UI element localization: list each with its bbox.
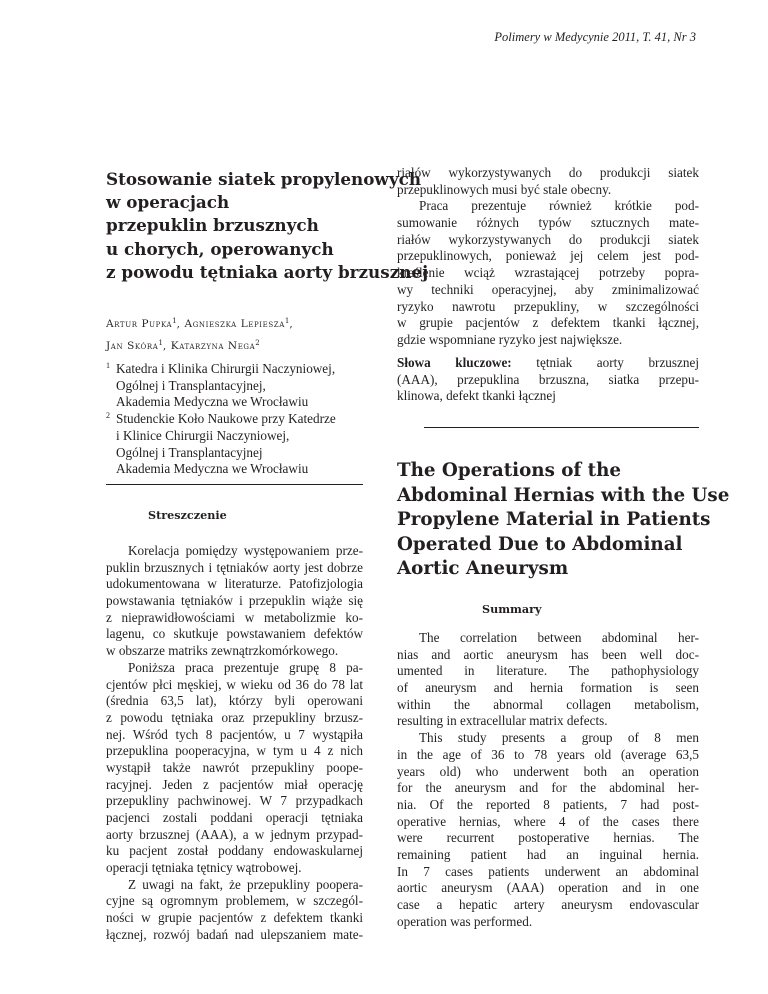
- text-line: were recurrent postoperative hernias. The: [397, 830, 699, 846]
- text-line: riałów wykorzystywanych do produkcji siatek: [397, 231, 699, 247]
- polish-title: [106, 168, 429, 284]
- text-line: ku pacjent został poddany endowaskularnej: [106, 843, 363, 859]
- text-line: wy techniki operacyjnej, aby zminimalizować: [397, 281, 699, 297]
- text-line: nias and aortic aneurysm has been well doc-: [397, 646, 699, 662]
- text-line: gdzie wspomniane ryzyko jest największe.: [397, 331, 623, 347]
- text-line: operation was performed.: [397, 913, 533, 929]
- text-line: cjentów płci męskiej, w wieku od 36 do 78 lat: [106, 676, 363, 692]
- author-name: Katarzyna Nega: [170, 339, 256, 352]
- abstract-polish: [106, 543, 363, 944]
- affiliation-line: Studenckie Koło Naukowe przy Katedrze: [116, 411, 336, 427]
- title-line: Stosowanie siatek propylenowych: [106, 169, 422, 189]
- affiliation-line: Akademia Medyczna we Wrocławiu: [116, 394, 309, 410]
- text-line: Praca prezentuje również krótkie pod-: [419, 198, 699, 214]
- text-line: przepuklinowych musi być stale obecny.: [397, 181, 612, 197]
- title-line: przepuklin brzusznych: [106, 215, 319, 236]
- text-line: przepuklinowych, ponieważ jej celem jest pod-: [397, 248, 699, 264]
- title-line: The Operations of the: [397, 460, 622, 481]
- affiliation-ref: 1: [284, 317, 290, 325]
- text-line: z nieprawidłowościami w metabolizmie ko-: [106, 609, 363, 625]
- text-line: (średnia 63,5 lat), którzy byli operowani: [106, 693, 363, 709]
- text-line: wystąpił także nawrót przepukliny poope-: [106, 759, 363, 775]
- divider: [106, 484, 363, 485]
- running-head: Polimery w Medycynie 2011, T. 41, Nr 3: [494, 30, 696, 44]
- text-line: riałów wykorzystywanych do produkcji siatek: [397, 165, 699, 180]
- text-line: aortic aneurysm (AAA) operation and in one: [397, 880, 699, 896]
- affiliation-line: Ogólnej i Transplantacyjnej: [116, 444, 263, 460]
- abstract-english: [397, 630, 699, 930]
- title-line: Abdominal Hernias with the Use: [397, 484, 730, 506]
- text-line: przepuklina pooperacyjna, w tym u 4 z nich: [106, 743, 363, 759]
- title-line: Propylene Material in Patients: [397, 509, 711, 531]
- summary-heading: Summary: [482, 602, 542, 616]
- affiliation-line: Akademia Medyczna we Wrocławiu: [116, 461, 309, 477]
- keywords-label: Słowa kluczowe:: [397, 355, 512, 370]
- text-line: powstawania tętniaków i przepuklin wiąże się: [106, 593, 363, 609]
- keywords: [397, 355, 699, 405]
- affiliation-number: 2: [106, 411, 110, 421]
- author-line: Artur Pupka$^1$, Agnieszka Lepiesza$^1$,: [106, 317, 294, 330]
- author-name: Jan Skóra: [106, 339, 159, 352]
- keywords-text: tętniak aorty brzusznej: [536, 355, 699, 370]
- text-line: aorty brzusznej (AAA), a w jednym przypad-: [106, 826, 363, 842]
- affiliation-line: Katedra i Klinika Chirurgii Naczyniowej,: [116, 361, 336, 376]
- divider: [424, 427, 699, 428]
- text-line: sumowanie różnych typów sztucznych mate-: [397, 215, 699, 231]
- text-line: ności w grupie pacjentów z defektem tkanki: [106, 910, 363, 926]
- author-name: Artur Pupka: [106, 318, 173, 330]
- text-line: łącznej, rozwój badań nad ulepszaniem mate-: [106, 926, 363, 942]
- author-name: Agnieszka Lepiesza: [184, 318, 285, 330]
- affiliation: [106, 411, 366, 478]
- text-line: nia. Of the reported 8 patients, 7 had post-: [397, 796, 699, 812]
- text-line: The correlation between abdominal her-: [419, 630, 699, 645]
- text-line: In 7 cases patients underwent an abdominal: [397, 863, 699, 879]
- english-title: [397, 459, 730, 582]
- text-line: operative hernias, where 4 of the cases there: [397, 813, 699, 829]
- text-line: przepukliny pachwinowej. W 7 przypadkach: [106, 793, 363, 809]
- title-line: Operated Due to Abdominal: [397, 533, 683, 555]
- text-line: Korelacja pomiędzy występowaniem prze-: [128, 543, 363, 558]
- affiliation-number: 1: [106, 361, 110, 370]
- text-line: udokumentowana w literaturze. Patofizjologia: [106, 576, 363, 592]
- text-line: operacji tętniaka tętnicy wątrobowej.: [106, 860, 302, 876]
- text-line: of aneurysm and hernia formation is seen: [397, 680, 699, 696]
- text-line: cyjne są ogromnym problemem, w szczegól-: [106, 893, 363, 909]
- text-line: racyjnej. Jeden z pacjentów miał operację: [106, 776, 363, 792]
- text-line: w grupie pacjentów z defektem tkanki łącznej,: [397, 315, 699, 331]
- keywords-line: [397, 355, 699, 372]
- abstract-polish-continued: [397, 165, 699, 349]
- text-line: w obszarze matriks zewnątrzkomórkowego.: [106, 643, 339, 659]
- text-line: This study presents a group of 8 men: [419, 730, 699, 746]
- title-line: z powodu tętniaka aorty brzusznej: [106, 261, 429, 282]
- text-line: Poniższa praca prezentuje grupę 8 pa-: [128, 659, 363, 675]
- text-line: kreślenie wciąż wzrastającej potrzeby popra-: [397, 265, 699, 281]
- affiliation-line: i Klinice Chirurgii Naczyniowej,: [116, 427, 290, 443]
- text-line: puklin brzusznych i tętniaków aorty jest dobrze: [106, 559, 363, 575]
- title-line: u chorych, operowanych: [106, 238, 334, 259]
- text-line: remaining patient had an inguinal hernia.: [397, 846, 699, 862]
- affiliation-ref: 2: [255, 338, 260, 347]
- title-line: Aortic Aneurysm: [397, 558, 569, 580]
- text-line: for the aneurysm and for the abdominal her-: [397, 780, 699, 796]
- text-line: nej. Wśród tych 8 pacjentów, u 7 wystąpiła: [106, 726, 363, 742]
- keywords-line: klinowa, defekt tkanki łącznej: [397, 388, 556, 404]
- affiliation-ref: 1: [172, 317, 177, 325]
- keywords-line: (AAA), przepuklina brzuszna, siatka przepu-: [397, 371, 699, 387]
- text-line: pacjenci zostali poddani operacji tętniaka: [106, 810, 363, 825]
- author-line: Jan Skóra$^1$, Katarzyna Nega$^2$: [106, 338, 260, 352]
- affiliation: [106, 361, 366, 411]
- affiliation-ref: 1: [158, 338, 163, 347]
- text-line: lagenu, co skutkuje powstawaniem defektów: [106, 626, 363, 642]
- text-line: ryzyko nawrotu przepukliny, w szczególności: [397, 298, 699, 314]
- affiliations: [106, 361, 366, 478]
- title-line: w operacjach: [106, 192, 230, 213]
- text-line: years old) who underwent both an operation: [397, 763, 699, 779]
- text-line: resulting in extracellular matrix defects.: [397, 713, 608, 729]
- text-line: in the age of 36 to 78 years old (average 63,5: [397, 746, 699, 762]
- text-line: umented in literature. The pathophysiology: [397, 663, 699, 679]
- text-line: z powodu tętniaka oraz przepukliny brzusz-: [106, 709, 363, 725]
- author-list: [106, 312, 366, 355]
- text-line: within the abnormal collagen metabolism,: [397, 696, 699, 712]
- text-line: Z uwagi na fakt, że przepukliny poopera-: [128, 876, 363, 892]
- text-line: case a hepatic artery aneurysm endovascular: [397, 897, 699, 912]
- affiliation-line: Ogólnej i Transplantacyjnej,: [116, 377, 266, 393]
- streszczenie-heading: Streszczenie: [148, 508, 227, 522]
